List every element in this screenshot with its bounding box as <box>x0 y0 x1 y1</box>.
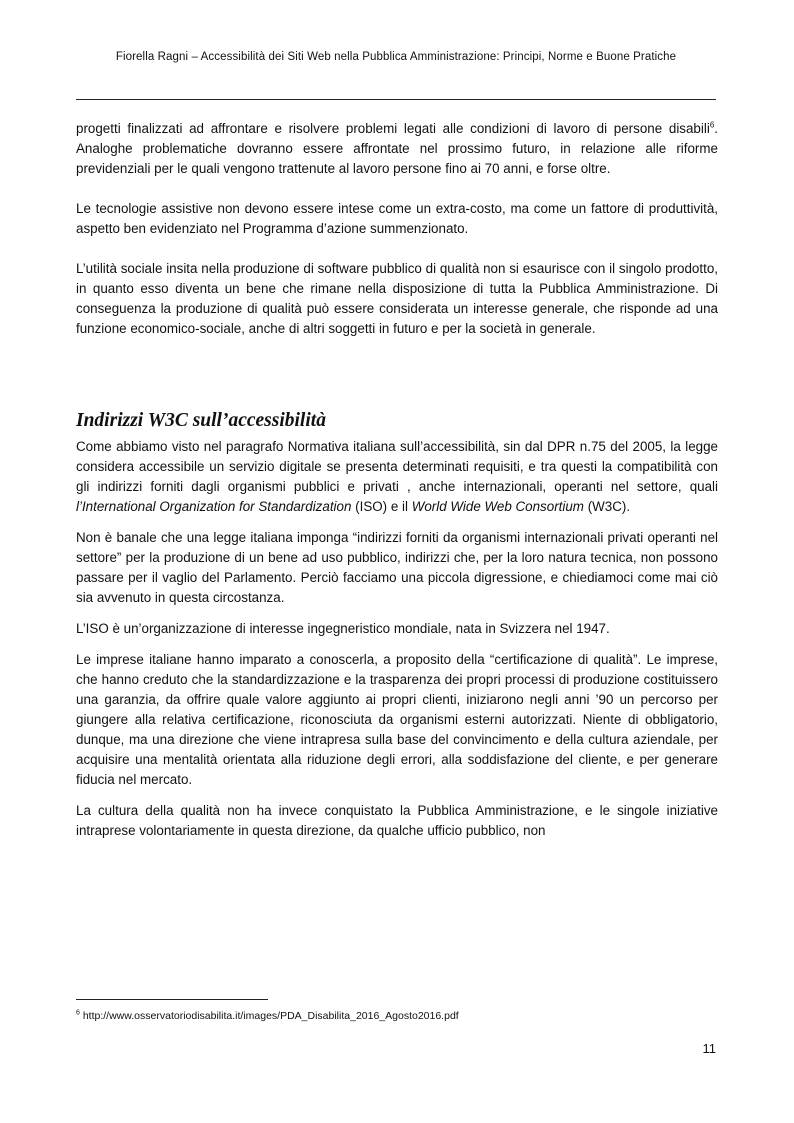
page-number: 11 <box>702 1041 716 1056</box>
paragraph-4-text: Come abbiamo visto nel paragrafo Normativa italiana sull’accessibilità, sin dal DPR n.75 del 2005, la legge considera accessibile un servizio digitale se presenta determinati requisiti, e tra questi la compatibilità con gli indirizzi forniti dagli organismi pubblici e privati , anche internazionali, operanti nel settore, quali <box>76 439 718 494</box>
paragraph-5: Non è banale che una legge italiana imponga “indirizzi forniti da organismi internazionali privati operanti nel settore” per la produzione di un bene ad uso pubblico, indirizzi che, per la loro natura tecnica, non possono passare per il vaglio del Parlamento. Perciò facciamo una piccola digressione, e chiediamoci come mai ciò sia avvenuto in questa circostanza. <box>76 530 718 605</box>
paragraph-8: La cultura della qualità non ha invece conquistato la Pubblica Amministrazione, e le singole iniziative intraprese volontariamente in questa direzione, da qualche ufficio pubblico, non <box>76 803 718 838</box>
paragraph-1-text-continued: . Analoghe problematiche dovranno essere affrontate nel prossimo futuro, in relazione alle riforme previdenziali per le quali vengono trattenute al lavoro persone fino ai 70 anni, e forse oltre. <box>76 121 718 176</box>
header-divider <box>76 99 716 100</box>
footnote-number: 6 <box>76 1009 80 1017</box>
paragraph-2: Le tecnologie assistive non devono essere intese come un extra-costo, ma come un fattore di produttività, aspetto ben evidenziato nel Programma d’azione summenzionato. <box>76 201 718 236</box>
iso-name: l’International Organization for Standardization <box>76 499 352 514</box>
footnote-reference[interactable]: 6 <box>709 120 715 130</box>
footnote-divider <box>76 999 268 1000</box>
paragraph-4-text-middle: (ISO) e il <box>351 499 412 514</box>
paragraph-7: Le imprese italiane hanno imparato a conoscerla, a proposito della “certificazione di qualità”. Le imprese, che hanno creduto che la standardizzazione e la trasparenza dei propri processi di produzione costituissero una garanzia, da offrire quale valore aggiunto ai propri clienti, iniziarono negli anni ’90 un percorso per giungere alla relativa certificazione, riconosciuta da organismi esterni autorizzati. Niente di obbligatorio, dunque, ma una direzione che viene intrapresa sulla base del convincimento e della cultura aziendale, per acquisire una mentalità orientata alla riduzione degli errori, alla soddisfazione del cliente, e per generare fiducia nel mercato. <box>76 652 718 787</box>
footnote-link[interactable]: http://www.osservatoriodisabilita.it/images/PDA_Disabilita_2016_Agosto2016.pdf <box>79 1010 459 1022</box>
paragraph-4 <box>76 437 718 517</box>
footnote <box>76 1009 459 1023</box>
section-heading: Indirizzi W3C sull’accessibilità <box>76 410 326 431</box>
paragraph-1 <box>76 119 718 179</box>
page-body <box>76 119 718 841</box>
paragraph-1-text: progetti finalizzati ad affrontare e risolvere problemi legati alle condizioni di lavoro di persone disabili <box>76 121 710 136</box>
running-header: Fiorella Ragni – Accessibilità dei Siti Web nella Pubblica Amministrazione: Principi, Norme e Buone Pratiche <box>115 51 677 63</box>
paragraph-6: L’ISO è un’organizzazione di interesse ingegneristico mondiale, nata in Svizzera nel 1947. <box>76 621 610 636</box>
paragraph-4-text-end: (W3C). <box>583 499 631 514</box>
w3c-name: World Wide Web Consortium <box>411 499 584 514</box>
paragraph-3: L’utilità sociale insita nella produzione di software pubblico di qualità non si esaurisce con il singolo prodotto, in quanto esso diventa un bene che rimane nella disposizione di tutta la Pubblica Amministrazione. Di conseguenza la produzione di qualità può essere considerata un interesse generale, che risponde ad una funzione economico-sociale, anche di altri soggetti in futuro e per la società in generale. <box>76 261 718 336</box>
